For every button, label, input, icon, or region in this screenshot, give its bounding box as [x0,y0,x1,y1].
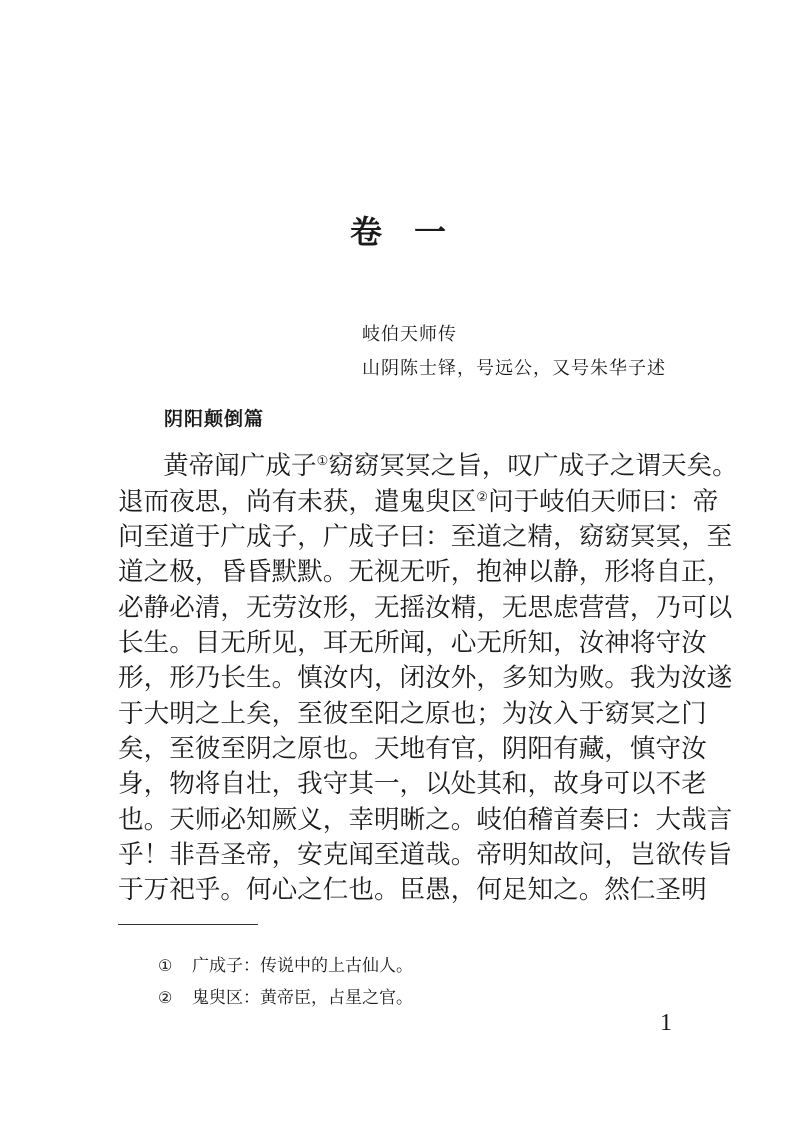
footnote-text: 广成子：传说中的上古仙人。 [192,956,413,976]
attribution-line: 岐伯天师传 [362,324,457,345]
footnote-divider [118,924,258,925]
body-line: 必静必清，无劳汝形，无摇汝精，无思虑营营，乃可以 [118,593,733,623]
body-line: 长生。目无所见，耳无所闻，心无所知，汝神将守汝 [118,628,707,658]
body-line: 道之极，昏昏默默。无视无听，抱神以静，形将自正， [118,557,733,587]
body-line: 问至道于广成子，广成子曰：至道之精，窈窈冥冥，至 [118,522,733,552]
footnote-mark: ① [158,956,173,975]
body-line: 退而夜思，尚有未获，遣鬼臾区②问于岐伯天师曰：帝 [118,487,719,517]
footnote-ref[interactable]: ② [476,490,488,505]
body-line: 于万祀乎。何心之仁也。臣愚，何足知之。然仁圣明 [118,875,707,905]
body-line: 乎！非吾圣帝，安克闻至道哉。帝明知故问，岂欲传旨 [118,840,733,870]
section-heading: 阴阳颠倒篇 [164,408,265,430]
body-line: 身，物将自壮，我守其一，以处其和，故身可以不老 [118,769,707,799]
page-number: 1 [660,1010,672,1036]
footnote [158,951,413,976]
footnote-ref[interactable]: ① [316,454,329,469]
footnote [158,983,413,1008]
body-line: 矣，至彼至阴之原也。天地有官，阴阳有藏，慎守汝 [118,734,707,764]
footnote-text: 鬼臾区：黄帝臣，占星之官。 [192,988,413,1008]
body-line: 形，形乃长生。慎汝内，闭汝外，多知为败。我为汝遂 [118,663,733,693]
author-line: 山阴陈士铎，号远公，又号朱华子述 [362,358,666,379]
body-line: 于大明之上矣，至彼至阳之原也；为汝入于窈冥之门 [118,699,707,729]
body-line: 黄帝闻广成子①窈窈冥冥之旨，叹广成子之谓天矣。 [163,451,738,481]
volume-title-left: 卷 [349,213,386,251]
volume-title [0,207,800,253]
body-line: 也。天师必知厥义，幸明晰之。岐伯稽首奏曰：大哉言 [118,805,733,835]
volume-title-right: 一 [414,213,451,251]
footnote-mark: ② [158,988,173,1007]
